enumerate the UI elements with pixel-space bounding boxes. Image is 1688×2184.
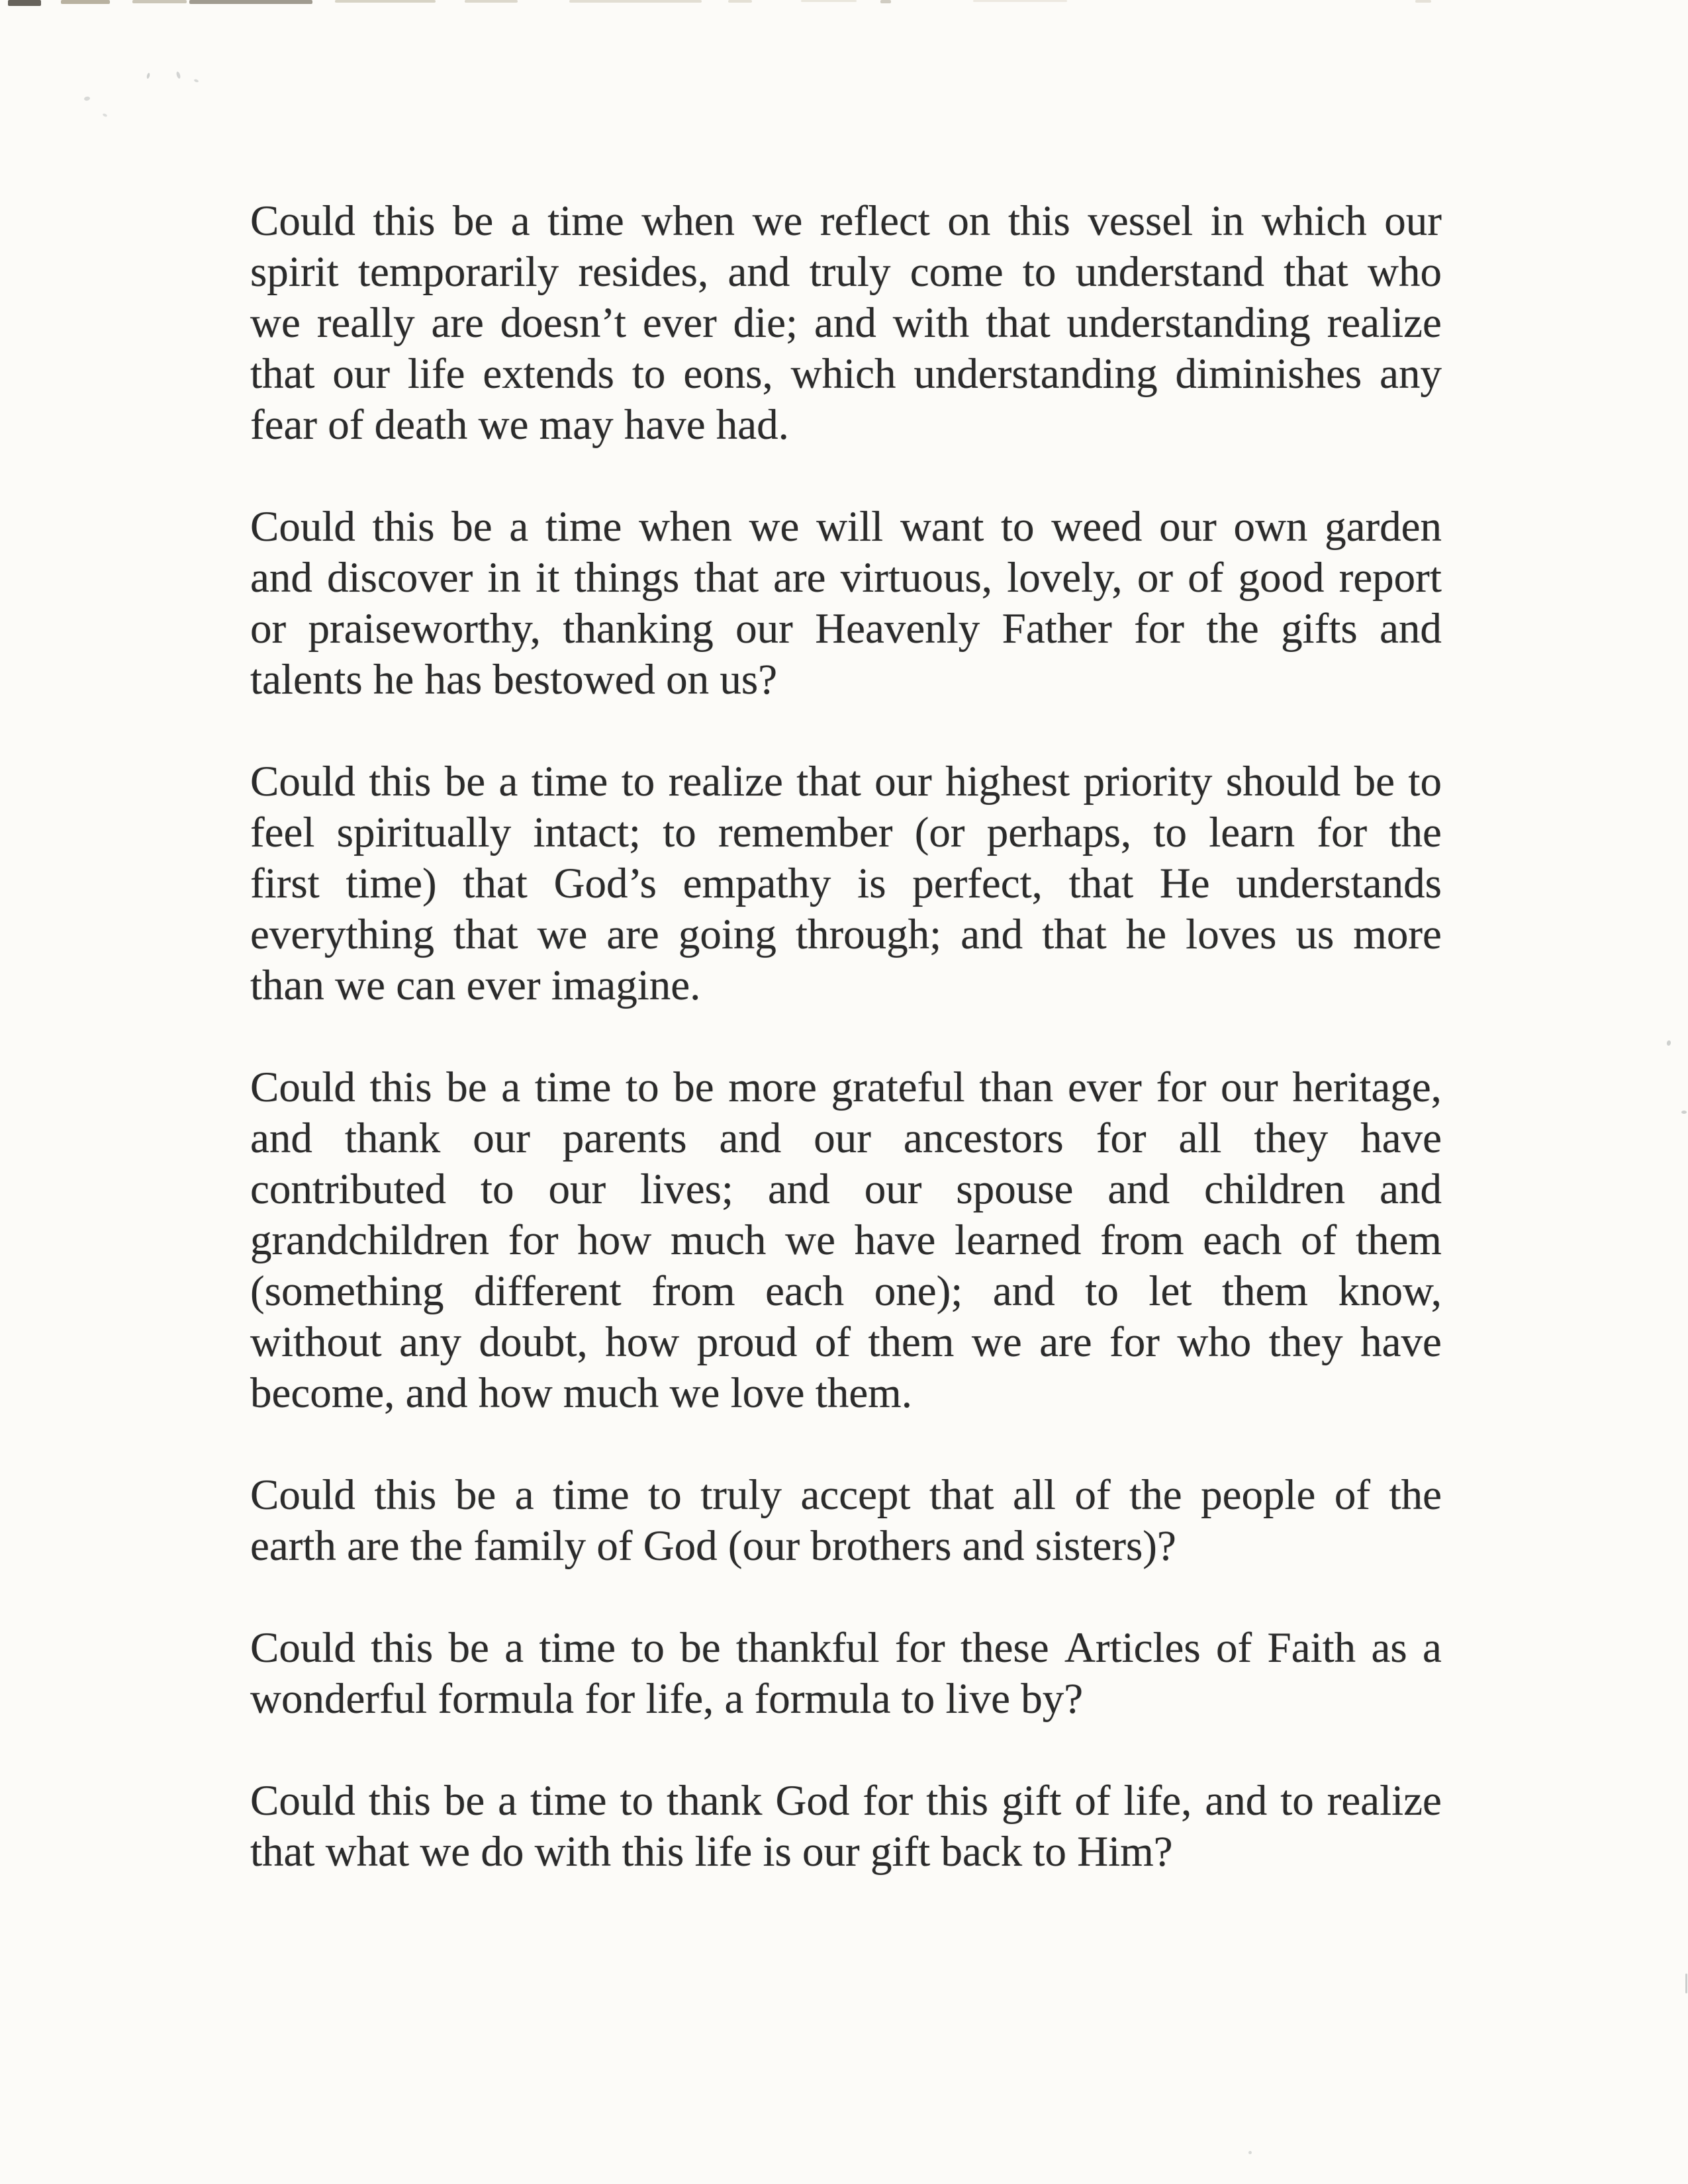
scan-artifact-top-edge [8, 0, 41, 6]
scan-artifact-speck [194, 79, 199, 83]
scan-artifact-speck [102, 113, 107, 118]
text-line: without any doubt, how proud of them we are for who they have [250, 1318, 1442, 1366]
scan-artifact-top-edge [335, 0, 436, 3]
scan-artifact-speck [84, 96, 91, 101]
text-line: (something different from each one); and to let them know, [250, 1267, 1442, 1315]
text-line: that our life extends to eons, which understanding diminishes any [250, 350, 1442, 398]
scan-artifact-top-edge [1415, 0, 1431, 3]
paragraph-4 [250, 1062, 1442, 1419]
text-line: earth are the family of God (our brothers and sisters)? [250, 1522, 1176, 1570]
paragraph-1 [250, 196, 1442, 451]
scan-artifact-top-edge [801, 0, 857, 2]
text-line: and discover in it things that are virtuous, lovely, or of good report [250, 554, 1442, 602]
text-line: Could this be a time to thank God for this gift of life, and to realize [250, 1777, 1442, 1825]
scan-artifact-top-edge [465, 0, 518, 3]
scan-artifact-top-edge [61, 0, 110, 4]
paragraph-2 [250, 502, 1442, 705]
scan-artifact-speck [1681, 1111, 1687, 1114]
text-line: grandchildren for how much we have learned from each of them [250, 1216, 1442, 1264]
scan-artifact-top-edge [189, 0, 312, 4]
text-line: everything that we are going through; and that he loves us more [250, 911, 1442, 958]
scan-artifact-top-edge [569, 0, 702, 3]
text-line: talents he has bestowed on us? [250, 656, 778, 704]
scan-artifact-top-edge [132, 0, 187, 3]
text-line: wonderful formula for life, a formula to live by? [250, 1675, 1084, 1723]
text-line: Could this be a time to be more grateful than ever for our heritage, [250, 1064, 1442, 1111]
text-line: Could this be a time to be thankful for these Articles of Faith as a [250, 1624, 1442, 1672]
scan-artifact-top-edge [728, 0, 752, 3]
text-line: feel spiritually intact; to remember (or perhaps, to learn for the [250, 809, 1442, 856]
scan-artifact-top-edge [973, 0, 1067, 2]
paragraph-7 [250, 1776, 1442, 1878]
text-line: spirit temporarily resides, and truly come to understand that who [250, 248, 1442, 296]
text-block [250, 196, 1442, 1878]
scan-artifact-speck [146, 73, 150, 79]
text-line: than we can ever imagine. [250, 962, 701, 1009]
paragraph-5 [250, 1470, 1442, 1572]
text-line: become, and how much we love them. [250, 1369, 912, 1417]
paragraph-3 [250, 756, 1442, 1011]
scan-artifact-speck [175, 71, 181, 79]
text-line: Could this be a time to truly accept that all of the people of the [250, 1471, 1442, 1519]
text-line: or praiseworthy, thanking our Heavenly Father for the gifts and [250, 605, 1442, 653]
text-line: fear of death we may have had. [250, 401, 789, 449]
scan-artifact-speck [1666, 1040, 1671, 1046]
text-line: Could this be a time to realize that our highest priority should be to [250, 758, 1442, 805]
text-line: we really are doesn’t ever die; and with that understanding realize [250, 299, 1442, 347]
text-line: that what we do with this life is our gift back to Him? [250, 1828, 1173, 1876]
scan-artifact-top-edge [880, 0, 891, 3]
text-line: contributed to our lives; and our spouse and children and [250, 1165, 1442, 1213]
scan-artifact-edge-tick [1685, 1974, 1687, 1993]
text-line: and thank our parents and our ancestors for all they have [250, 1115, 1442, 1162]
text-line: first time) that God’s empathy is perfect, that He understands [250, 860, 1442, 907]
text-line: Could this be a time when we reflect on this vessel in which our [250, 197, 1442, 245]
scan-artifact-speck [1248, 2151, 1252, 2154]
paragraph-6 [250, 1623, 1442, 1725]
text-line: Could this be a time when we will want to weed our own garden [250, 503, 1442, 551]
